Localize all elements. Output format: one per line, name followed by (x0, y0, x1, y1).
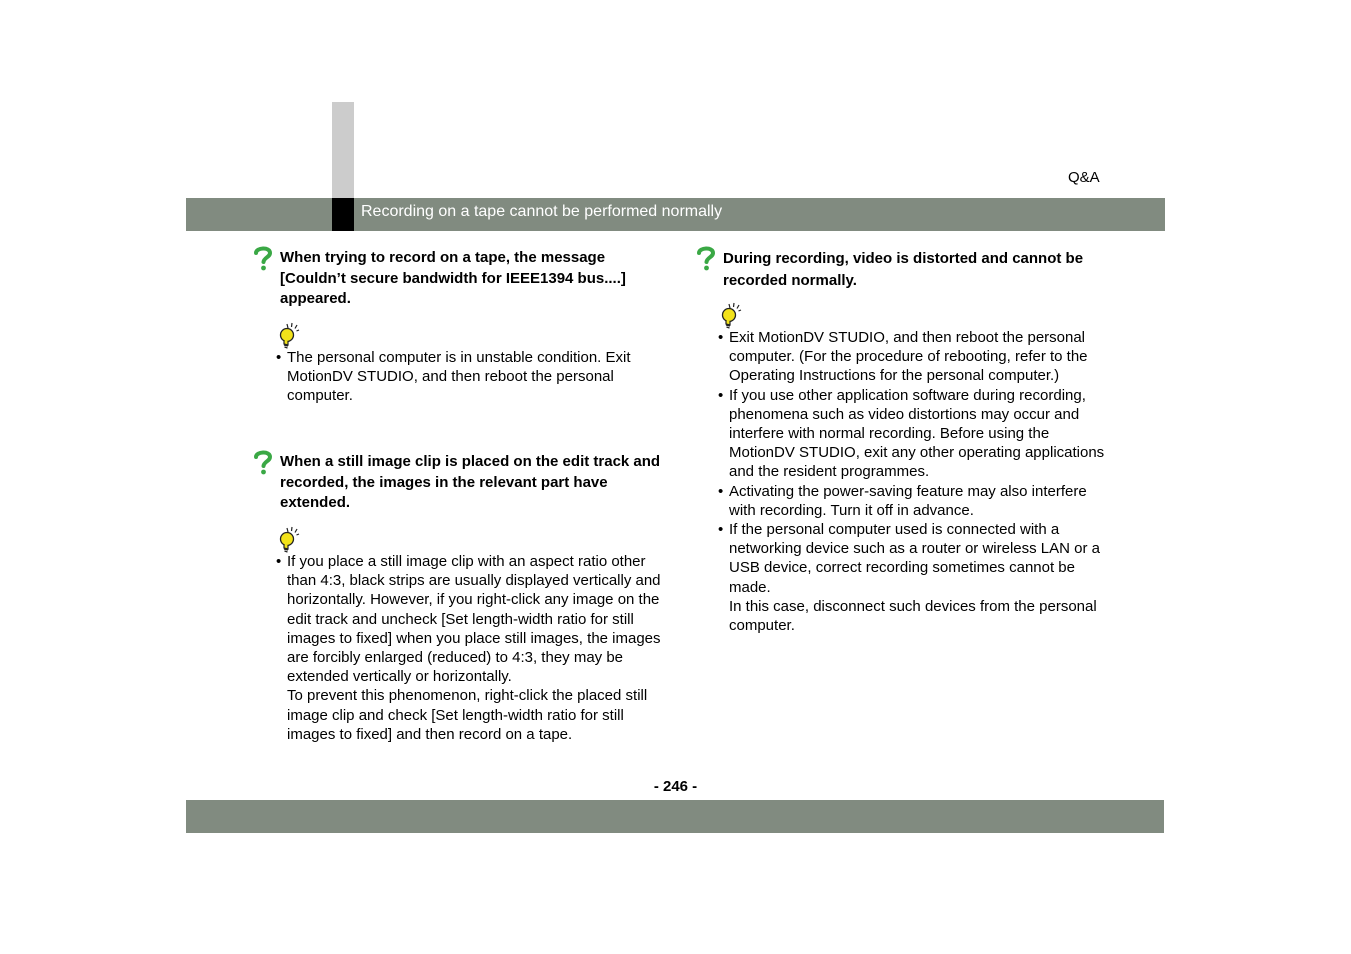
answer-item: • Activating the power-saving feature may also interfere with recording. Turn it off in advance. (718, 482, 1113, 520)
header-tab-decoration (332, 102, 354, 198)
page-number: - 246 - (653, 778, 698, 795)
question-mark-icon (253, 450, 273, 476)
question-mark-icon (253, 246, 273, 272)
answer-item (718, 520, 1113, 635)
answer-item: • If you use other application software during recording, phenomena such as video distortions may occur and interfere with normal recording. Before using the MotionDV STUDIO, exit any other operating applications and the resident programmes. (718, 386, 1113, 482)
header-marker (332, 198, 354, 231)
question-3: During recording, video is distorted and cannot be recorded normally. (723, 250, 1084, 289)
question-1: When trying to record on a tape, the message [Couldn’t secure bandwidth for IEEE1394 bus....] appeared. (280, 249, 626, 307)
answer-item: • The personal computer is in unstable condition. Exit MotionDV STUDIO, and then reboot the personal computer. (276, 348, 668, 406)
section-label: Q&A (1068, 169, 1100, 186)
answer-continuation: To prevent this phenomenon, right-click the placed still image clip and check [Set length-width ratio for still images to fixed] and then record on a tape. (287, 687, 648, 743)
footer-bar (186, 800, 1164, 833)
answer-list-1 (276, 348, 668, 406)
question-2: When a still image clip is placed on the edit track and recorded, the images in the relevant part have extended. (280, 453, 661, 511)
answer-list-3 (718, 328, 1113, 635)
answer-list-2 (276, 552, 668, 744)
page-title: Recording on a tape cannot be performed normally (361, 203, 723, 220)
answer-continuation: In this case, disconnect such devices from the personal computer. (729, 597, 1097, 635)
hint-lightbulb-icon (720, 302, 744, 330)
answer-item-text: If the personal computer used is connected with a networking device such as a router or wireless LAN or a USB device, correct recording sometimes cannot be made. (729, 521, 1101, 596)
answer-item (276, 552, 668, 744)
hint-lightbulb-icon (278, 322, 302, 350)
answer-item-text: If you place a still image clip with an aspect ratio other than 4:3, black strips are usually displayed vertically and horizontally. However, if you right-click any image on the edit track and uncheck [Set length-width ratio for still images to fixed] when you place still images, the images are forcibly enlarged (reduced) to 4:3, they may be extended vertically or horizontally. (287, 553, 661, 686)
answer-item: • Exit MotionDV STUDIO, and then reboot the personal computer. (For the procedure of rebooting, refer to the Operating Instructions for the personal computer.) (718, 328, 1113, 386)
question-mark-icon (696, 246, 716, 272)
hint-lightbulb-icon (278, 526, 302, 554)
